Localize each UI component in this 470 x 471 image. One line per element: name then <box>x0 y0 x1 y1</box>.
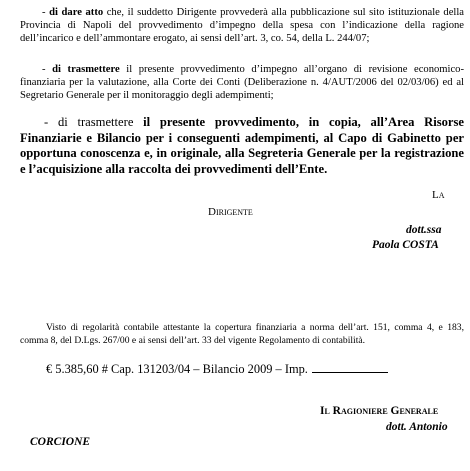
ragioniere-role: Il Ragioniere Generale <box>320 405 439 417</box>
paragraph-bold-phrase: di dare atto <box>49 7 104 18</box>
paragraph-text: che, il suddetto Dirigente provvederà alla pubblicazione sul sito istituzionale della Provincia di Napoli del provvedimento d’impegno della spesa con l’indicazione della ragione dell’incarico e dell’ammontare erogato, ai sensi dell’art. 3, co. 54, della L. 244/07; <box>20 7 464 44</box>
paragraph-trasmettere-revisione <box>20 63 464 102</box>
paragraph-lead: - <box>42 64 53 75</box>
ragioniere-name: CORCIONE <box>30 436 91 448</box>
signature-dirigente-label: Dirigente <box>208 206 253 218</box>
paragraph-bold-phrase: di trasmettere <box>52 64 120 75</box>
visto-contabile <box>20 322 464 347</box>
amount-text: € 5.385,60 # Cap. 131203/04 – Bilancio 2009 – Imp. <box>46 362 308 376</box>
signature-la: La <box>432 189 445 201</box>
ragioniere-title: dott. Antonio <box>386 421 448 433</box>
paragraph-bold-phrase: il presente provvedimento, in copia, all’Area Risorse Finanziarie e Bilancio per i conseguenti adempimenti, al Capo di Gabinetto per opportuna conoscenza e, in originale, alla Segreteria Generale per la registrazione e l’acquisizione alla raccolta dei provvedimenti dell’Ente. <box>20 115 464 176</box>
paragraph-text: il presente provvedimento d’impegno all’organo di revisione economico-finanziaria per la valutazione, alla Corte dei Conti (Deliberazione n. 4/AUT/2006 del 02/03/06) ed al Segretario Generale per il monitoraggio degli adempimenti; <box>20 64 464 101</box>
signature-title: dott.ssa <box>406 224 442 236</box>
amount-line <box>46 362 388 377</box>
signature-name: Paola COSTA <box>372 239 439 251</box>
paragraph-lead: - <box>42 7 50 18</box>
paragraph-trasmettere-copia <box>20 115 464 177</box>
impegno-blank-line <box>312 362 388 373</box>
paragraph-lead: - di trasmettere <box>44 115 144 129</box>
visto-text: Visto di regolarità contabile attestante la copertura finanziaria a norma dell’art. 151, comma 4, e 183, comma 8, del D.Lgs. 267/00 e ai sensi dell’art. 33 del vigente Regolamento di contabilità. <box>20 322 464 346</box>
paragraph-dare-atto <box>20 6 464 45</box>
